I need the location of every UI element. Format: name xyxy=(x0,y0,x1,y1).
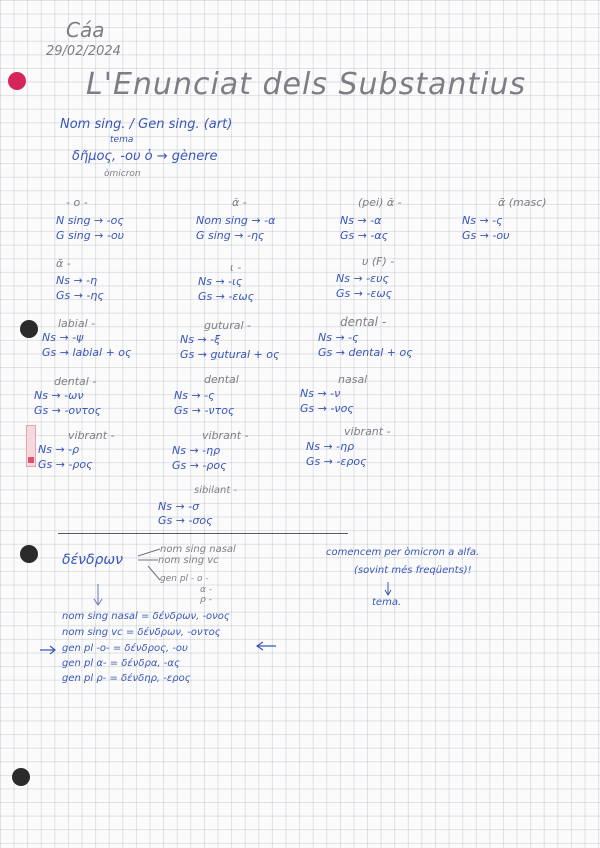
decl-gen: Gs → -ας xyxy=(340,229,389,242)
decl-head: nasal xyxy=(338,373,368,386)
decl-nom: Ns → -ξ xyxy=(180,333,221,346)
page-date: 29/02/2024 xyxy=(46,44,121,59)
decl-nom: Nom sing → -α xyxy=(196,214,276,227)
analysis-line: nom sing nasal = δένδρων, -ονος xyxy=(62,611,230,622)
decl-nom: Ns → -α xyxy=(340,214,382,227)
omicron-note: òmicron xyxy=(104,169,141,179)
decl-gen: G sing → -ης xyxy=(196,229,265,242)
decl-gen: Gs → -ντος xyxy=(174,404,235,417)
decl-head: (pei) ᾰ - xyxy=(358,196,402,209)
decl-gen: Gs → -ρος xyxy=(172,459,227,472)
decl-nom: Ns → -ν xyxy=(300,387,341,400)
analysis-branch: ρ - xyxy=(200,595,212,605)
page-title: L'Enunciat dels Substantius xyxy=(86,67,527,102)
analysis-line: nom sing vc = δένδρων, -οντος xyxy=(62,627,221,638)
decl-head: labial - xyxy=(58,317,96,330)
decl-nom: Ns → -η xyxy=(56,274,98,287)
decl-gen: Gs → -ρος xyxy=(38,458,93,471)
decl-head: dental - xyxy=(340,315,387,329)
decl-gen: Gs → -οντος xyxy=(34,404,102,417)
decl-nom: Ns → -ς xyxy=(462,214,503,227)
decl-nom: Ns → -ηρ xyxy=(306,440,355,453)
intro-line: Nom sing. / Gen sing. (art) xyxy=(60,117,233,132)
decl-head: gutural - xyxy=(204,319,252,332)
decl-nom: Ns → -ς xyxy=(174,389,215,402)
author-name: Cáa xyxy=(66,18,105,42)
analysis-branch: α - xyxy=(200,585,213,595)
decl-nom: Ns → -ευς xyxy=(336,272,389,285)
decl-gen: Gs → -εως xyxy=(198,290,255,303)
decl-head: ᾰ - xyxy=(232,196,247,209)
decl-gen: Gs → -εως xyxy=(336,287,393,300)
decl-nom: Ns → -ηρ xyxy=(172,444,221,457)
intro-example: δῆμος, -ου ὁ → gènere xyxy=(72,149,218,164)
decl-gen: Gs → -ερος xyxy=(306,455,367,468)
analysis-branch: nom sing nasal xyxy=(160,544,236,555)
analysis-line: gen pl -o- = δένδρος, -ου xyxy=(62,643,188,654)
analysis-line: gen pl ρ- = δένδηρ, -ερος xyxy=(62,673,191,684)
decl-head: vibrant - xyxy=(68,429,115,442)
side-note: comencem per òmicron a alfa. xyxy=(326,547,480,558)
decl-nom: Ns → -ς xyxy=(318,331,359,344)
decl-head: ᾱ - xyxy=(56,257,71,270)
decl-head: dental - xyxy=(54,375,97,388)
decl-gen: Gs → -νος xyxy=(300,402,354,415)
decl-head: υ (F) - xyxy=(362,255,395,268)
tema-note: tema xyxy=(110,135,134,145)
side-note: tema. xyxy=(372,597,402,608)
decl-head: vibrant - xyxy=(344,425,391,438)
decl-nom: Ns → -σ xyxy=(158,500,200,513)
decl-head: dental xyxy=(204,373,239,386)
decl-nom: Ns → -ων xyxy=(34,389,84,402)
decl-head: sibilant - xyxy=(194,485,238,496)
decl-gen: Gs → gutural + ος xyxy=(180,348,280,361)
decl-gen: Gs → -σος xyxy=(158,514,213,527)
decl-nom: Ns → -ις xyxy=(198,275,243,288)
decl-nom: Ns → -ψ xyxy=(42,331,84,344)
decl-nom: Ns → -ρ xyxy=(38,443,80,456)
analysis-line: gen pl α- = δένδρα, -ας xyxy=(62,658,180,669)
decl-head: ι - xyxy=(230,261,242,274)
analysis-branch: nom sing vc xyxy=(158,555,219,566)
decl-head: ᾱ (masc) xyxy=(498,196,547,209)
analysis-word: δένδρων xyxy=(62,552,123,568)
decl-gen: G sing → -ου xyxy=(56,229,125,242)
decl-head: - o - xyxy=(66,196,88,209)
decl-gen: Gs → labial + ος xyxy=(42,346,132,359)
decl-gen: Gs → -ου xyxy=(462,229,510,242)
decl-head: vibrant - xyxy=(202,429,249,442)
decl-gen: Gs → dental + ος xyxy=(318,346,413,359)
analysis-branch: gen pl - o - xyxy=(160,574,209,584)
decl-gen: Gs → -ης xyxy=(56,289,104,302)
side-note: (sovint més freqüents)! xyxy=(354,565,472,576)
decl-nom: N sing → -ος xyxy=(56,214,124,227)
